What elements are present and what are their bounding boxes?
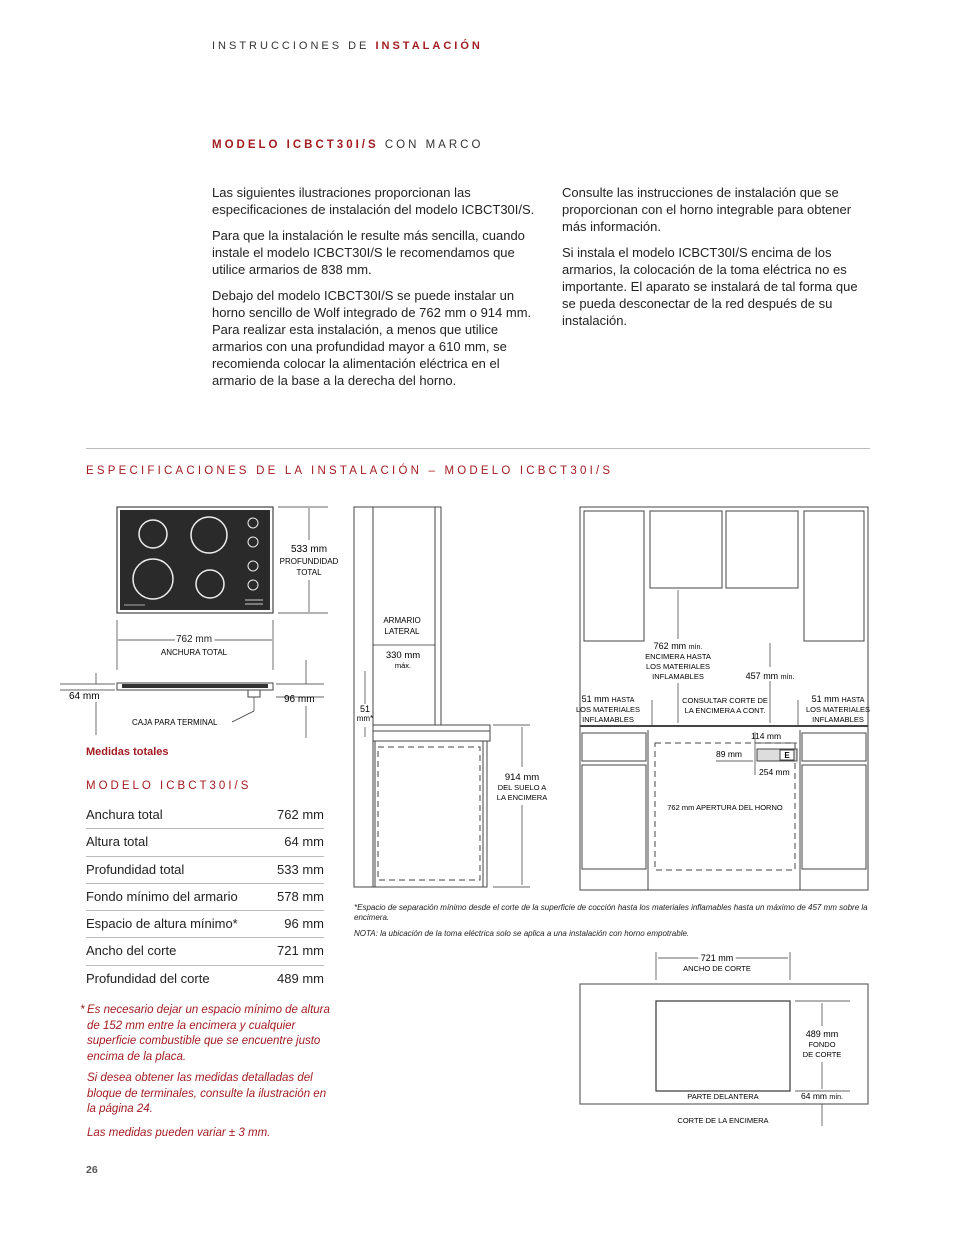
depth-label: TOTAL <box>296 568 322 577</box>
side-gap-unit: mm* <box>356 714 374 723</box>
spec-table <box>86 802 324 992</box>
armario-label: ARMARIO <box>383 616 421 625</box>
front-offset-value: 64 mm <box>801 1091 827 1101</box>
consult-label: CONSULTAR CORTE DE <box>682 696 768 705</box>
row-label: Profundidad del corte <box>86 970 210 986</box>
front-label: PARTE DELANTERA <box>687 1092 759 1101</box>
table-title: MODELO ICBCT30I/S <box>86 780 252 792</box>
width-value: 762 mm <box>175 634 213 645</box>
divider <box>86 448 870 449</box>
row-value: 96 mm <box>284 916 324 932</box>
cooktop-profile-glass <box>122 684 268 688</box>
row-label: Anchura total <box>86 807 163 822</box>
cutout-depth-value: 489 mm <box>805 1029 839 1039</box>
row-value: 578 mm <box>277 888 324 904</box>
paragraph: Debajo del modelo ICBCT30I/S se puede instalar un horno sencillo de Wolf integrado de 762 mm o 914 mm. Para realizar esta instalación, a menos que utilice armarios con una profundidad mayor a 610 mm, se recomienda colocar la alimentación eléctrica en el armario de la base a la derecha del horno. <box>212 288 532 388</box>
floor-height-value: 914 mm <box>504 772 540 783</box>
footnote: *Espacio de separación mínimo desde el corte de la superficie de cocción hasta los materiales inflamables hasta un máximo de 457 mm sobre la encimera. <box>354 903 868 922</box>
row-value: 533 mm <box>277 861 324 877</box>
outlet-distance-value: 254 mm <box>759 767 790 777</box>
base-cabinet <box>375 741 487 887</box>
upper-clearance-value: 762 mm <box>653 641 687 651</box>
model-title-rest: CON MARCO <box>378 139 484 151</box>
side-clearance-value: 51 mm <box>581 694 610 704</box>
paragraph: Las siguientes ilustraciones proporcionan las especificaciones de instalación del modelo ICBCT30I/S. <box>212 185 535 217</box>
upper-cabinet <box>726 511 798 588</box>
header-bold: INSTALACIÓN <box>375 40 483 52</box>
footnote-note: NOTA: la ubicación de la toma eléctrica solo se aplica a una instalación con horno empotrable. <box>354 929 690 938</box>
table-row <box>86 829 324 856</box>
terminal-label: CAJA PARA TERMINAL <box>132 718 218 727</box>
asterisk: * <box>80 1004 85 1016</box>
note-2: Si desea obtener las medidas detalladas del bloque de terminales, consulte la ilustración en la página 24. <box>87 1072 327 1115</box>
side-view-diagram <box>345 505 555 890</box>
hasta-label: HASTA <box>841 697 865 704</box>
row-label: Fondo mínimo del armario <box>86 888 238 904</box>
note-text: Es necesario dejar un espacio mínimo de altura de 152 mm entre la encimera y cualquier superficie combustible que se encuentre justo encima de la placa. <box>87 1004 330 1063</box>
side-gap-value: 51 <box>359 704 371 714</box>
cabinet-door <box>802 765 866 869</box>
outlet-height-value: 89 mm <box>716 749 742 759</box>
outlet-offset-value: 114 mm <box>750 731 782 741</box>
paragraph: Si instala el modelo ICBCT30I/S encima de los armarios, la colocación de la toma eléctrica no es importante. El aparato se instalará de tal forma que se pueda desconectar de la red después de su instalación. <box>562 245 858 328</box>
cutout-width-label: ANCHO DE CORTE <box>683 964 751 973</box>
row-label: Altura total <box>86 834 149 850</box>
row-label: Espacio de altura mínimo* <box>86 916 238 932</box>
upper-cabinet <box>804 511 864 641</box>
upper-cabinet <box>584 511 644 641</box>
flammable-label: INFLAMABLES <box>812 715 864 724</box>
cooktop-profile <box>373 731 490 741</box>
drawer <box>582 733 646 761</box>
countertop-profile <box>373 725 490 731</box>
hood-clearance-value: 457 mm <box>745 671 779 681</box>
cutout-diagram <box>570 948 880 1138</box>
note-3: Las medidas pueden variar ± 3 mm. <box>87 1127 271 1139</box>
terminal-box <box>248 690 260 697</box>
cutout-width-value: 721 mm <box>700 953 734 963</box>
paragraph: Para que la instalación le resulte más sencilla, cuando instale el modelo ICBCT30I/S le recomendamos que utilice armarios de 838 mm. <box>212 228 525 277</box>
row-value: 721 mm <box>277 943 324 959</box>
min-label: mín. <box>688 644 703 651</box>
clearance-label: LOS MATERIALES <box>645 662 711 671</box>
cutout-rect <box>656 1001 790 1091</box>
flammable-label: INFLAMABLES <box>582 715 634 724</box>
max-depth-value: 330 mm <box>385 650 421 661</box>
upper-cabinet <box>650 511 722 588</box>
outlet-label: E <box>784 751 790 760</box>
floor-label: DEL SUELO A <box>497 783 547 792</box>
front-view-diagram <box>570 505 880 895</box>
max-label: máx. <box>394 661 412 670</box>
min-label: mín. <box>780 674 795 681</box>
left-column <box>212 184 537 398</box>
table-row <box>86 966 324 992</box>
header-prefix: INSTRUCCIONES DE <box>212 40 376 52</box>
clearance-label: ENCIMERA HASTA <box>645 652 711 661</box>
row-label: Profundidad total <box>86 861 185 877</box>
width-label: ANCHURA TOTAL <box>160 648 228 657</box>
model-title <box>212 139 483 151</box>
row-value: 64 mm <box>284 834 324 850</box>
cutout-depth-label: DE CORTE <box>802 1050 842 1059</box>
table-row <box>86 857 324 884</box>
depth-label: PROFUNDIDAD <box>279 557 339 566</box>
table-row <box>86 911 324 938</box>
consult-label: LA ENCIMERA A CONT. <box>684 706 766 715</box>
row-value: 489 mm <box>277 970 324 986</box>
note-1 <box>80 1003 330 1065</box>
clearance-label: INFLAMABLES <box>652 672 704 681</box>
armario-label: LATERAL <box>384 627 420 636</box>
cooktop-diagram <box>60 500 340 760</box>
floor-label: LA ENCIMERA <box>496 793 548 802</box>
page-header <box>212 40 483 52</box>
height-value: 64 mm <box>69 691 100 702</box>
side-clearance-value: 51 mm <box>811 694 840 704</box>
drawer <box>802 733 866 761</box>
cabinet-door <box>582 765 646 869</box>
hasta-label: HASTA <box>611 697 635 704</box>
page-number: 26 <box>86 1164 98 1176</box>
model-title-bold: MODELO ICBCT30I/S <box>212 139 379 151</box>
right-column <box>562 184 867 338</box>
clearance-value: 96 mm <box>284 694 315 705</box>
table-row <box>86 884 324 911</box>
depth-value: 533 mm <box>290 544 328 555</box>
overall-label: Medidas totales <box>86 746 169 758</box>
leader-line <box>232 711 254 722</box>
row-label: Ancho del corte <box>86 943 177 959</box>
table-row <box>86 938 324 965</box>
oven-opening-label: 762 mm APERTURA DEL HORNO <box>667 803 783 812</box>
min-label: mín. <box>829 1094 843 1101</box>
materials-label: LOS MATERIALES <box>805 705 871 714</box>
table-row <box>86 802 324 829</box>
cutout-caption: CORTE DE LA ENCIMERA <box>677 1116 769 1125</box>
spec-title: ESPECIFICACIONES DE LA INSTALACIÓN – MODELO ICBCT30I/S <box>86 465 614 477</box>
row-value: 762 mm <box>277 807 324 822</box>
materials-label: LOS MATERIALES <box>575 705 641 714</box>
cutout-depth-label: FONDO <box>808 1040 836 1049</box>
paragraph: Consulte las instrucciones de instalación que se proporcionan con el horno integrable para obtener más información. <box>562 185 852 234</box>
